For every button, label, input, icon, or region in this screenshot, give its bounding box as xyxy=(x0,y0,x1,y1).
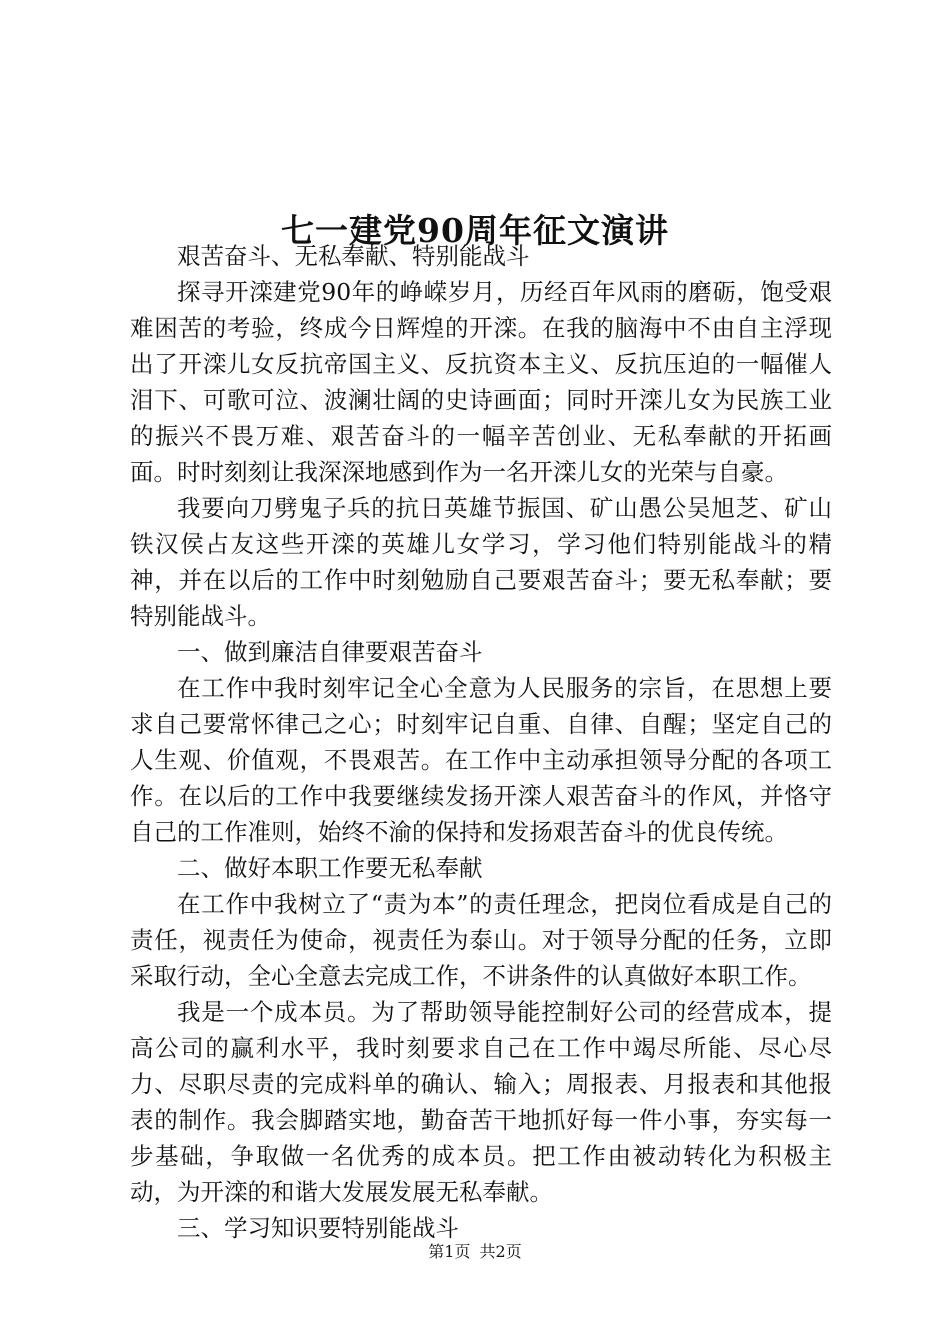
page-footer xyxy=(0,1242,950,1262)
document-title: 七一建党90周年征文演讲 xyxy=(281,211,669,251)
document-body xyxy=(130,238,832,1246)
body-paragraph: 我要向刀劈鬼子兵的抗日英雄节振国、矿山愚公吴旭芝、矿山铁汉侯占友这些开滦的英雄儿女学习，学习他们特别能战斗的精神，并在以后的工作中时刻勉励自己要艰苦奋斗；要无私奉献；要特别能战斗。 xyxy=(130,494,832,630)
section-heading: 二、做好本职工作要无私奉献 xyxy=(177,854,483,882)
section-heading: 三、学习知识要特别能战斗 xyxy=(177,1214,459,1242)
page-number: 第1页 xyxy=(428,1242,471,1261)
body-paragraph: 在工作中我时刻牢记全心全意为人民服务的宗旨，在思想上要求自己要常怀律己之心；时刻牢记自重、自律、自醒；坚定自己的人生观、价值观，不畏艰苦。在工作中主动承担领导分配的各项工作。在以后的工作中我要继续发扬开滦人艰苦奋斗的作风，并恪守自己的工作准则，始终不渝的保持和发扬艰苦奋斗的优良传统。 xyxy=(130,674,832,846)
body-paragraph: 艰苦奋斗、无私奉献、特别能战斗 xyxy=(177,242,530,270)
section-heading: 一、做到廉洁自律要艰苦奋斗 xyxy=(177,638,483,666)
body-paragraph: 在工作中我树立了“责为本”的责任理念，把岗位看成是自己的责任，视责任为使命，视责任为泰山。对于领导分配的任务，立即采取行动，全心全意去完成工作，不讲条件的认真做好本职工作。 xyxy=(130,890,832,990)
body-paragraph: 探寻开滦建党90年的峥嵘岁月，历经百年风雨的磨砺，饱受艰难困苦的考验，终成今日辉煌的开滦。在我的脑海中不由自主浮现出了开滦儿女反抗帝国主义、反抗资本主义、反抗压迫的一幅催人泪下、可歌可泣、波澜壮阔的史诗画面；同时开滦儿女为民族工业的振兴不畏万难、艰苦奋斗的一幅辛苦创业、无私奉献的开拓画面。时时刻刻让我深深地感到作为一名开滦儿女的光荣与自豪。 xyxy=(130,278,832,486)
body-paragraph: 我是一个成本员。为了帮助领导能控制好公司的经营成本，提高公司的赢利水平，我时刻要求自己在工作中竭尽所能、尽心尽力、尽职尽责的完成料单的确认、输入；周报表、月报表和其他报表的制作。我会脚踏实地，勤奋苦干地抓好每一件小事，夯实每一步基础，争取做一名优秀的成本员。把工作由被动转化为积极主动，为开滦的和谐大发展发展无私奉献。 xyxy=(130,998,832,1206)
page-total: 共2页 xyxy=(479,1242,522,1261)
